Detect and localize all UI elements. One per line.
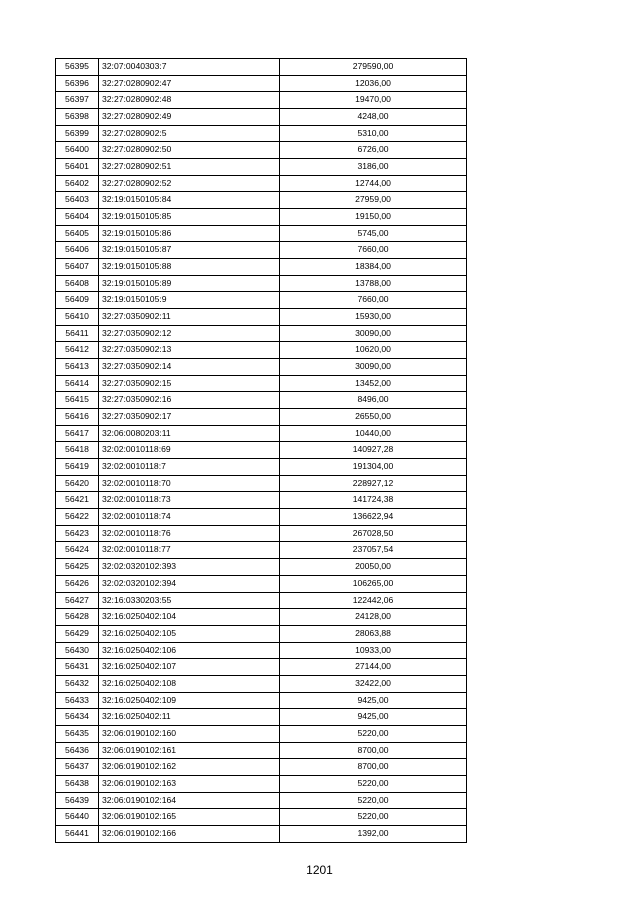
table-row bbox=[56, 109, 467, 126]
cadastral-number-cell: 32:27:0350902:11 bbox=[99, 309, 280, 326]
table-row bbox=[56, 675, 467, 692]
row-number-cell: 56411 bbox=[56, 325, 99, 342]
row-number-cell: 56439 bbox=[56, 792, 99, 809]
cadastral-number-cell: 32:27:0350902:12 bbox=[99, 325, 280, 342]
value-cell: 228927,12 bbox=[280, 475, 467, 492]
table-row bbox=[56, 559, 467, 576]
row-number-cell: 56433 bbox=[56, 692, 99, 709]
value-cell: 12036,00 bbox=[280, 75, 467, 92]
table-row bbox=[56, 225, 467, 242]
cadastral-number-cell: 32:06:0190102:160 bbox=[99, 725, 280, 742]
cadastral-number-cell: 32:27:0350902:16 bbox=[99, 392, 280, 409]
cadastral-number-cell: 32:27:0350902:15 bbox=[99, 375, 280, 392]
row-number-cell: 56418 bbox=[56, 442, 99, 459]
table-row bbox=[56, 59, 467, 76]
value-cell: 27144,00 bbox=[280, 659, 467, 676]
cadastral-number-cell: 32:16:0250402:107 bbox=[99, 659, 280, 676]
cadastral-number-cell: 32:02:0010118:7 bbox=[99, 459, 280, 476]
cadastral-number-cell: 32:19:0150105:84 bbox=[99, 192, 280, 209]
cadastral-number-cell: 32:19:0150105:9 bbox=[99, 292, 280, 309]
row-number-cell: 56400 bbox=[56, 142, 99, 159]
value-cell: 24128,00 bbox=[280, 609, 467, 626]
row-number-cell: 56437 bbox=[56, 759, 99, 776]
table-body bbox=[56, 59, 467, 843]
cadastral-number-cell: 32:27:0280902:50 bbox=[99, 142, 280, 159]
row-number-cell: 56424 bbox=[56, 542, 99, 559]
value-cell: 13452,00 bbox=[280, 375, 467, 392]
value-cell: 4248,00 bbox=[280, 109, 467, 126]
table-row bbox=[56, 75, 467, 92]
table-row bbox=[56, 692, 467, 709]
cadastral-number-cell: 32:19:0150105:87 bbox=[99, 242, 280, 259]
value-cell: 15930,00 bbox=[280, 309, 467, 326]
table-row bbox=[56, 725, 467, 742]
table-row bbox=[56, 742, 467, 759]
value-cell: 10933,00 bbox=[280, 642, 467, 659]
value-cell: 9425,00 bbox=[280, 692, 467, 709]
row-number-cell: 56440 bbox=[56, 809, 99, 826]
table-row bbox=[56, 592, 467, 609]
table-row bbox=[56, 325, 467, 342]
table-row bbox=[56, 359, 467, 376]
row-number-cell: 56435 bbox=[56, 725, 99, 742]
table-row bbox=[56, 425, 467, 442]
page-number: 1201 bbox=[306, 863, 333, 877]
row-number-cell: 56423 bbox=[56, 525, 99, 542]
table-row bbox=[56, 825, 467, 842]
row-number-cell: 56401 bbox=[56, 159, 99, 176]
row-number-cell: 56431 bbox=[56, 659, 99, 676]
table-row bbox=[56, 542, 467, 559]
cadastral-number-cell: 32:06:0190102:166 bbox=[99, 825, 280, 842]
cadastral-number-cell: 32:16:0250402:11 bbox=[99, 709, 280, 726]
value-cell: 7660,00 bbox=[280, 242, 467, 259]
row-number-cell: 56412 bbox=[56, 342, 99, 359]
table-row bbox=[56, 442, 467, 459]
table-row bbox=[56, 159, 467, 176]
cadastral-number-cell: 32:27:0350902:14 bbox=[99, 359, 280, 376]
row-number-cell: 56409 bbox=[56, 292, 99, 309]
value-cell: 10440,00 bbox=[280, 425, 467, 442]
row-number-cell: 56420 bbox=[56, 475, 99, 492]
table-row bbox=[56, 242, 467, 259]
value-cell: 136622,94 bbox=[280, 509, 467, 526]
table-row bbox=[56, 292, 467, 309]
value-cell: 9425,00 bbox=[280, 709, 467, 726]
cadastral-number-cell: 32:06:0190102:161 bbox=[99, 742, 280, 759]
cadastral-number-cell: 32:02:0320102:393 bbox=[99, 559, 280, 576]
value-cell: 10620,00 bbox=[280, 342, 467, 359]
value-cell: 27959,00 bbox=[280, 192, 467, 209]
table-row bbox=[56, 625, 467, 642]
row-number-cell: 56405 bbox=[56, 225, 99, 242]
cadastral-number-cell: 32:02:0010118:73 bbox=[99, 492, 280, 509]
table-row bbox=[56, 125, 467, 142]
table-row bbox=[56, 392, 467, 409]
value-cell: 106265,00 bbox=[280, 575, 467, 592]
value-cell: 279590,00 bbox=[280, 59, 467, 76]
cadastral-number-cell: 32:02:0010118:70 bbox=[99, 475, 280, 492]
table-row bbox=[56, 259, 467, 276]
cadastral-number-cell: 32:02:0010118:77 bbox=[99, 542, 280, 559]
row-number-cell: 56425 bbox=[56, 559, 99, 576]
table-row bbox=[56, 209, 467, 226]
cadastral-number-cell: 32:07:0040303:7 bbox=[99, 59, 280, 76]
cadastral-number-cell: 32:06:0190102:165 bbox=[99, 809, 280, 826]
cadastral-number-cell: 32:02:0010118:76 bbox=[99, 525, 280, 542]
value-cell: 20050,00 bbox=[280, 559, 467, 576]
cadastral-number-cell: 32:27:0280902:5 bbox=[99, 125, 280, 142]
value-cell: 18384,00 bbox=[280, 259, 467, 276]
value-cell: 122442,06 bbox=[280, 592, 467, 609]
row-number-cell: 56395 bbox=[56, 59, 99, 76]
value-cell: 237057,54 bbox=[280, 542, 467, 559]
row-number-cell: 56421 bbox=[56, 492, 99, 509]
cadastral-number-cell: 32:16:0250402:104 bbox=[99, 609, 280, 626]
row-number-cell: 56430 bbox=[56, 642, 99, 659]
row-number-cell: 56402 bbox=[56, 175, 99, 192]
cadastral-number-cell: 32:06:0190102:162 bbox=[99, 759, 280, 776]
cadastral-number-cell: 32:27:0280902:48 bbox=[99, 92, 280, 109]
value-cell: 3186,00 bbox=[280, 159, 467, 176]
value-cell: 5220,00 bbox=[280, 775, 467, 792]
cadastral-number-cell: 32:19:0150105:86 bbox=[99, 225, 280, 242]
value-cell: 26550,00 bbox=[280, 409, 467, 426]
table-row bbox=[56, 642, 467, 659]
value-cell: 141724,38 bbox=[280, 492, 467, 509]
value-cell: 19470,00 bbox=[280, 92, 467, 109]
value-cell: 32422,00 bbox=[280, 675, 467, 692]
row-number-cell: 56426 bbox=[56, 575, 99, 592]
cadastral-number-cell: 32:27:0280902:51 bbox=[99, 159, 280, 176]
value-cell: 5310,00 bbox=[280, 125, 467, 142]
value-cell: 5745,00 bbox=[280, 225, 467, 242]
table-row bbox=[56, 659, 467, 676]
cadastral-number-cell: 32:16:0250402:109 bbox=[99, 692, 280, 709]
cadastral-number-cell: 32:27:0280902:52 bbox=[99, 175, 280, 192]
table-row bbox=[56, 459, 467, 476]
table-row bbox=[56, 525, 467, 542]
table-row bbox=[56, 809, 467, 826]
table-row bbox=[56, 375, 467, 392]
row-number-cell: 56396 bbox=[56, 75, 99, 92]
row-number-cell: 56438 bbox=[56, 775, 99, 792]
row-number-cell: 56406 bbox=[56, 242, 99, 259]
row-number-cell: 56432 bbox=[56, 675, 99, 692]
table-row bbox=[56, 309, 467, 326]
table-row bbox=[56, 409, 467, 426]
table-row bbox=[56, 709, 467, 726]
row-number-cell: 56422 bbox=[56, 509, 99, 526]
value-cell: 1392,00 bbox=[280, 825, 467, 842]
value-cell: 8496,00 bbox=[280, 392, 467, 409]
row-number-cell: 56408 bbox=[56, 275, 99, 292]
table-row bbox=[56, 609, 467, 626]
value-cell: 13788,00 bbox=[280, 275, 467, 292]
row-number-cell: 56427 bbox=[56, 592, 99, 609]
row-number-cell: 56419 bbox=[56, 459, 99, 476]
value-cell: 6726,00 bbox=[280, 142, 467, 159]
row-number-cell: 56398 bbox=[56, 109, 99, 126]
cadastral-number-cell: 32:16:0330203:55 bbox=[99, 592, 280, 609]
cadastral-number-cell: 32:16:0250402:108 bbox=[99, 675, 280, 692]
value-cell: 8700,00 bbox=[280, 742, 467, 759]
cadastral-number-cell: 32:06:0190102:164 bbox=[99, 792, 280, 809]
row-number-cell: 56410 bbox=[56, 309, 99, 326]
row-number-cell: 56436 bbox=[56, 742, 99, 759]
cadastral-number-cell: 32:06:0080203:11 bbox=[99, 425, 280, 442]
table-row bbox=[56, 575, 467, 592]
cadastral-number-cell: 32:27:0280902:47 bbox=[99, 75, 280, 92]
row-number-cell: 56415 bbox=[56, 392, 99, 409]
row-number-cell: 56397 bbox=[56, 92, 99, 109]
table-row bbox=[56, 775, 467, 792]
row-number-cell: 56414 bbox=[56, 375, 99, 392]
value-cell: 267028,50 bbox=[280, 525, 467, 542]
cadastral-number-cell: 32:27:0280902:49 bbox=[99, 109, 280, 126]
value-cell: 30090,00 bbox=[280, 359, 467, 376]
row-number-cell: 56428 bbox=[56, 609, 99, 626]
table-row bbox=[56, 475, 467, 492]
table-row bbox=[56, 792, 467, 809]
value-cell: 5220,00 bbox=[280, 725, 467, 742]
value-cell: 191304,00 bbox=[280, 459, 467, 476]
value-cell: 28063,88 bbox=[280, 625, 467, 642]
value-cell: 5220,00 bbox=[280, 809, 467, 826]
value-cell: 12744,00 bbox=[280, 175, 467, 192]
row-number-cell: 56413 bbox=[56, 359, 99, 376]
value-cell: 5220,00 bbox=[280, 792, 467, 809]
table-row bbox=[56, 92, 467, 109]
cadastral-number-cell: 32:19:0150105:85 bbox=[99, 209, 280, 226]
table-row bbox=[56, 142, 467, 159]
cadastral-number-cell: 32:02:0010118:74 bbox=[99, 509, 280, 526]
cadastral-number-cell: 32:19:0150105:88 bbox=[99, 259, 280, 276]
row-number-cell: 56403 bbox=[56, 192, 99, 209]
row-number-cell: 56407 bbox=[56, 259, 99, 276]
value-cell: 8700,00 bbox=[280, 759, 467, 776]
value-cell: 19150,00 bbox=[280, 209, 467, 226]
row-number-cell: 56399 bbox=[56, 125, 99, 142]
cadastral-number-cell: 32:27:0350902:13 bbox=[99, 342, 280, 359]
cadastral-number-cell: 32:02:0320102:394 bbox=[99, 575, 280, 592]
table-row bbox=[56, 509, 467, 526]
row-number-cell: 56429 bbox=[56, 625, 99, 642]
table-row bbox=[56, 175, 467, 192]
cadastral-number-cell: 32:06:0190102:163 bbox=[99, 775, 280, 792]
table-row bbox=[56, 192, 467, 209]
value-cell: 7660,00 bbox=[280, 292, 467, 309]
cadastral-number-cell: 32:02:0010118:69 bbox=[99, 442, 280, 459]
table-row bbox=[56, 342, 467, 359]
row-number-cell: 56416 bbox=[56, 409, 99, 426]
cadastral-number-cell: 32:16:0250402:105 bbox=[99, 625, 280, 642]
cadastral-number-cell: 32:16:0250402:106 bbox=[99, 642, 280, 659]
value-cell: 30090,00 bbox=[280, 325, 467, 342]
cadastral-value-table bbox=[55, 58, 467, 843]
row-number-cell: 56417 bbox=[56, 425, 99, 442]
table-row bbox=[56, 492, 467, 509]
table-row bbox=[56, 275, 467, 292]
cadastral-number-cell: 32:27:0350902:17 bbox=[99, 409, 280, 426]
table-row bbox=[56, 759, 467, 776]
row-number-cell: 56441 bbox=[56, 825, 99, 842]
value-cell: 140927,28 bbox=[280, 442, 467, 459]
row-number-cell: 56404 bbox=[56, 209, 99, 226]
row-number-cell: 56434 bbox=[56, 709, 99, 726]
cadastral-number-cell: 32:19:0150105:89 bbox=[99, 275, 280, 292]
